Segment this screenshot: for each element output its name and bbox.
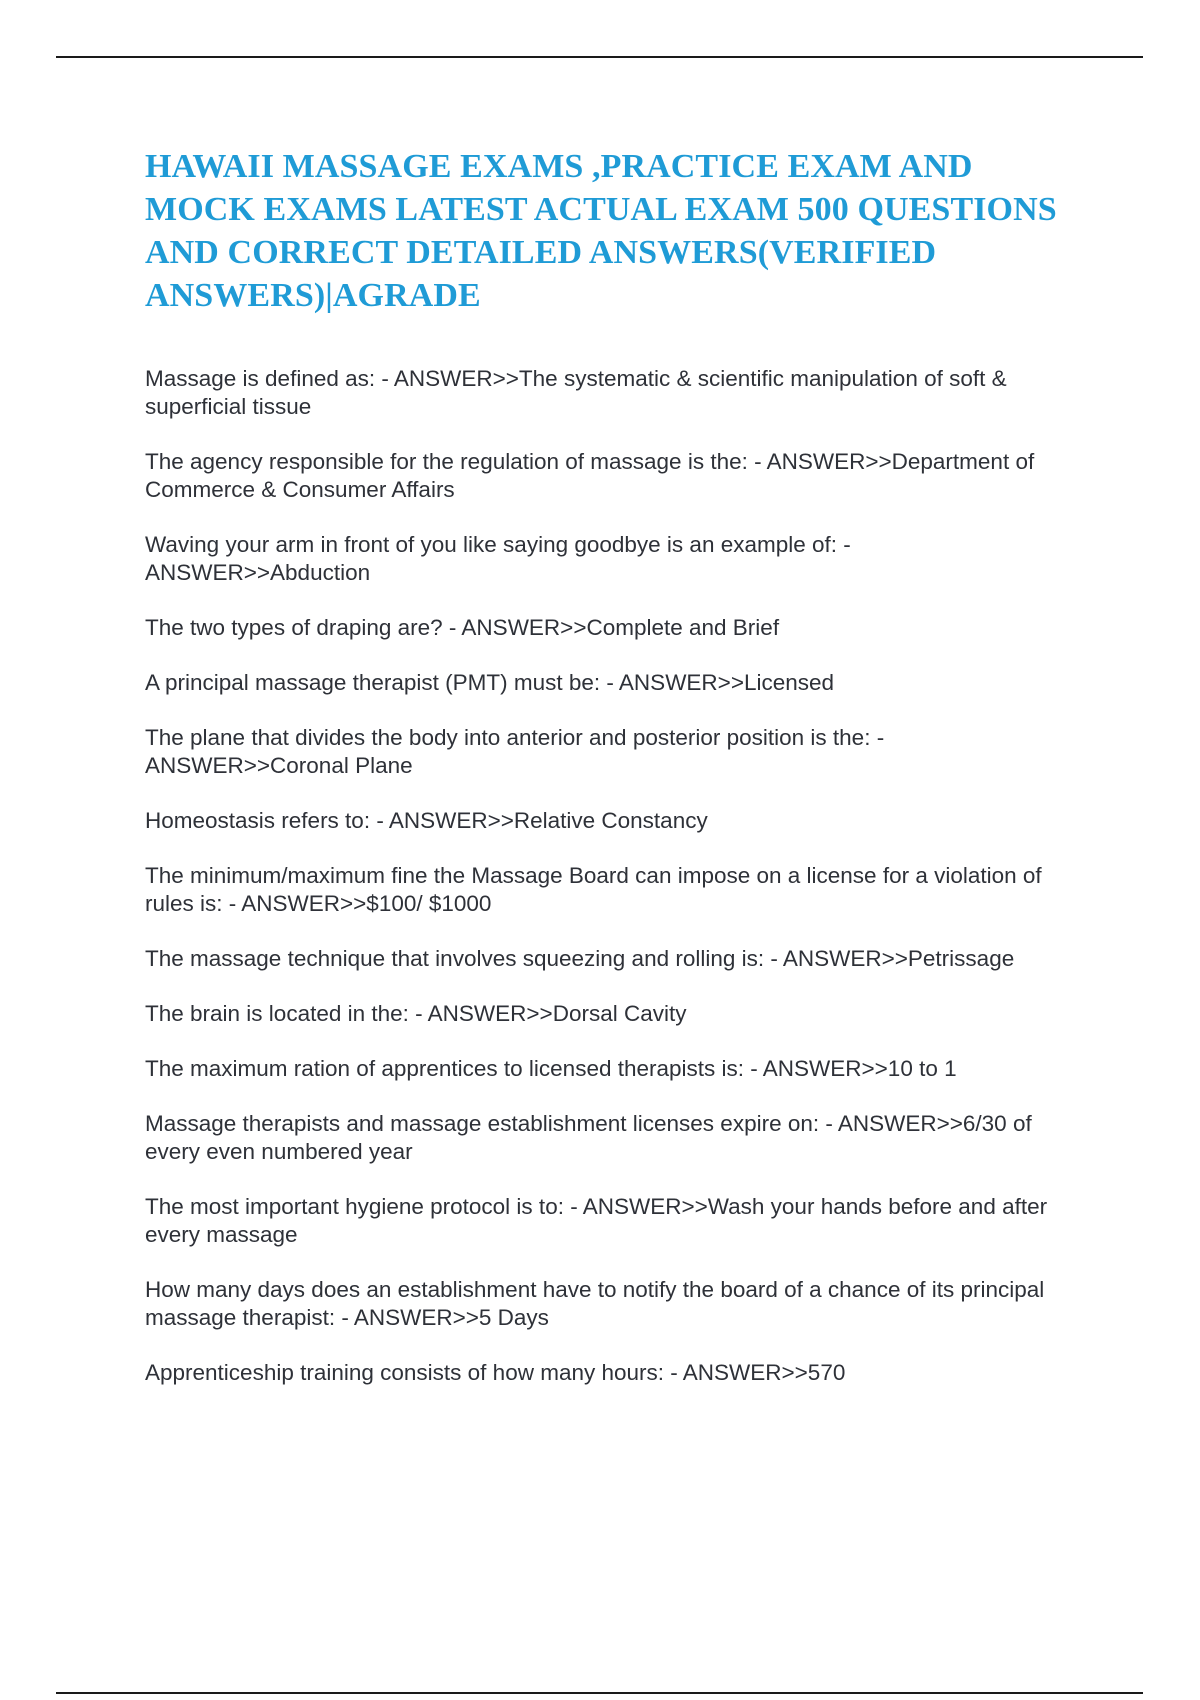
qa-item: The maximum ration of apprentices to licensed therapists is: - ANSWER>>10 to 1 [145, 1056, 957, 1081]
qa-item: The brain is located in the: - ANSWER>>Dorsal Cavity [145, 1001, 687, 1026]
qa-item: The plane that divides the body into anterior and posterior position is the: - ANSWER>>Coronal Plane [145, 725, 885, 778]
bottom-rule [56, 1692, 1143, 1694]
qa-item: Massage therapists and massage establishment licenses expire on: - ANSWER>>6/30 of every even numbered year [145, 1111, 1032, 1164]
qa-item: The minimum/maximum fine the Massage Board can impose on a license for a violation of rules is: - ANSWER>>$100/ $1000 [145, 863, 1042, 916]
qa-list [145, 365, 1090, 1387]
document-title: HAWAII MASSAGE EXAMS ,PRACTICE EXAM AND MOCK EXAMS LATEST ACTUAL EXAM 500 QUESTIONS AND CORRECT DETAILED ANSWERS(VERIFIED ANSWERS)|AGRADE [145, 148, 1057, 314]
qa-item: The two types of draping are? - ANSWER>>Complete and Brief [145, 615, 780, 640]
qa-item: The most important hygiene protocol is to: - ANSWER>>Wash your hands before and after every massage [145, 1194, 1048, 1247]
qa-item: The massage technique that involves squeezing and rolling is: - ANSWER>>Petrissage [145, 946, 1015, 971]
qa-item: The agency responsible for the regulation of massage is the: - ANSWER>>Department of Commerce & Consumer Affairs [145, 449, 1035, 502]
qa-item: Apprenticeship training consists of how many hours: - ANSWER>>570 [145, 1360, 846, 1385]
qa-item: Massage is defined as: - ANSWER>>The systematic & scientific manipulation of soft & superficial tissue [145, 366, 1007, 419]
top-rule [56, 56, 1143, 58]
qa-item: A principal massage therapist (PMT) must be: - ANSWER>>Licensed [145, 670, 835, 695]
qa-item: How many days does an establishment have to notify the board of a chance of its principal massage therapist: - ANSWER>>5 Days [145, 1277, 1045, 1330]
qa-item: Homeostasis refers to: - ANSWER>>Relative Constancy [145, 808, 708, 833]
qa-item: Waving your arm in front of you like saying goodbye is an example of: - ANSWER>>Abduction [145, 532, 851, 585]
document-page [145, 120, 1090, 1387]
